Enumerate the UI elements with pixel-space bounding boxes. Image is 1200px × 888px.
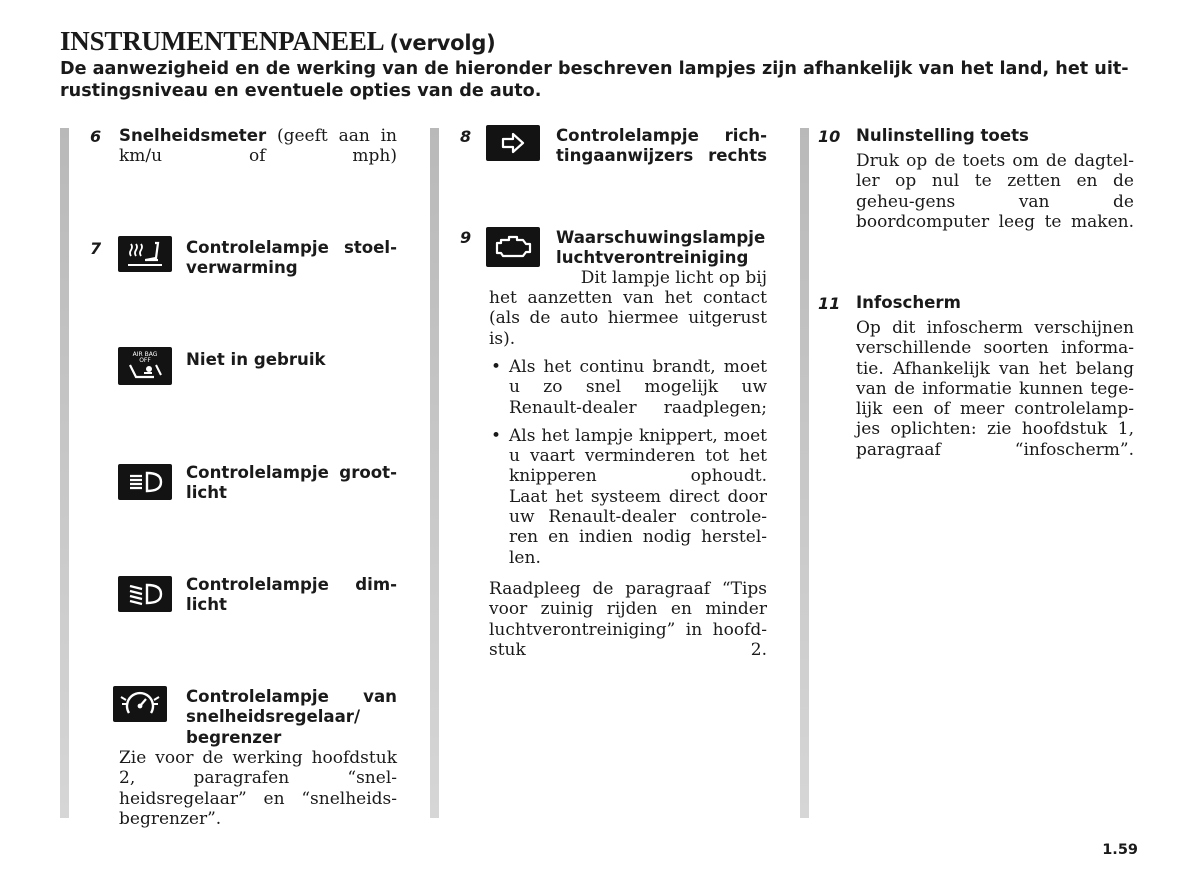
title-subtitle: (vervolg) [389, 31, 496, 55]
low-beam-icon [118, 576, 172, 612]
infoscreen-title: Infoscherm [856, 293, 961, 312]
right-arrow-icon [486, 125, 540, 161]
page-title [60, 26, 496, 57]
emission-label: Waarschuwingslampje luchtverontreiniging [556, 228, 766, 268]
page-number: 1.59 [1102, 842, 1138, 858]
airbag-off-label: Niet in gebruik [186, 350, 326, 369]
low-beam-label: Controlelampje dim-licht [186, 575, 397, 615]
item-6-title: Snelheidsmeter [119, 126, 267, 145]
column-bar-3 [800, 128, 809, 818]
item-number-6: 6 [90, 127, 102, 146]
item-number-11: 11 [818, 294, 841, 313]
high-beam-icon [118, 464, 172, 500]
title-main: INSTRUMENTENPANEEL [60, 26, 383, 56]
emission-bullet-2-continued: Laat het systeem direct door uw Renault-dealer controle-ren en indien nodig herstel-len. [509, 486, 767, 568]
infoscreen-text: Op dit infoscherm verschijnen verschillende soorten informa-tie. Afhankelijk van het belang van de informatie kunnen tege-lijk een of meer controlelamp-jes oplichten: zie hoofdstuk 1, paragraaf “infoscherm”. [856, 318, 1134, 460]
emission-footer: Raadpleeg de paragraaf “Tips voor zuinig rijden en minder luchtverontreiniging” in hoofd-stuk 2. [489, 579, 767, 660]
emission-text-first: Dit lampje licht op bij [580, 268, 767, 288]
cruise-control-label: Controlelampje van snelheidsregelaar/ begrenzer [186, 687, 397, 747]
emission-bullet-1: • Als het continu brandt, moet u zo snel mogelijk uw Renault-dealer raadplegen; [489, 357, 767, 418]
item-number-8: 8 [460, 127, 472, 146]
emission-bullet-2-text: Als het lampje knippert, moet u vaart verminderen tot het knipperen ophoudt. [509, 425, 767, 487]
engine-icon [486, 227, 540, 267]
reset-button-text: Druk op de toets om de dagtel-ler op nul te zetten en de geheu-gens van de boordcomputer leeg te maken. [856, 151, 1134, 232]
column-bar-1 [60, 128, 69, 818]
item-number-9: 9 [460, 228, 472, 247]
cruise-control-text: Zie voor de werking hoofdstuk 2, paragrafen “snel-heidsregelaar” en “snelheids-begrenzer”. [119, 748, 397, 829]
seat-heating-label: Controlelampje stoel-verwarming [186, 238, 397, 278]
item-6-text [119, 126, 397, 167]
column-bar-2 [430, 128, 439, 818]
emission-bullets [489, 357, 767, 576]
item-6-desc: (geeft aan in km/u of mph) [119, 126, 398, 167]
svg-text:OFF: OFF [139, 357, 151, 364]
svg-text:AIR BAG: AIR BAG [132, 351, 158, 358]
item-number-7: 7 [90, 239, 102, 258]
intro-paragraph: De aanwezigheid en de werking van de hieronder beschreven lampjes zijn afhankelijk van het land, het uit-rustingsniveau en eventuele opties van de auto. [60, 59, 1129, 101]
airbag-off-icon [118, 347, 172, 385]
seat-heating-icon [118, 236, 172, 272]
right-indicator-label: Controlelampje rich-tingaanwijzers rechts [556, 126, 767, 166]
high-beam-label: Controlelampje groot-licht [186, 463, 397, 503]
emission-bullet-2 [489, 426, 767, 568]
emission-text: het aanzetten van het contact (als de auto hiermee uitgerust is). [489, 288, 767, 349]
cruise-control-icon [113, 686, 167, 722]
reset-button-title: Nulinstelling toets [856, 126, 1029, 145]
item-number-10: 10 [818, 127, 841, 146]
